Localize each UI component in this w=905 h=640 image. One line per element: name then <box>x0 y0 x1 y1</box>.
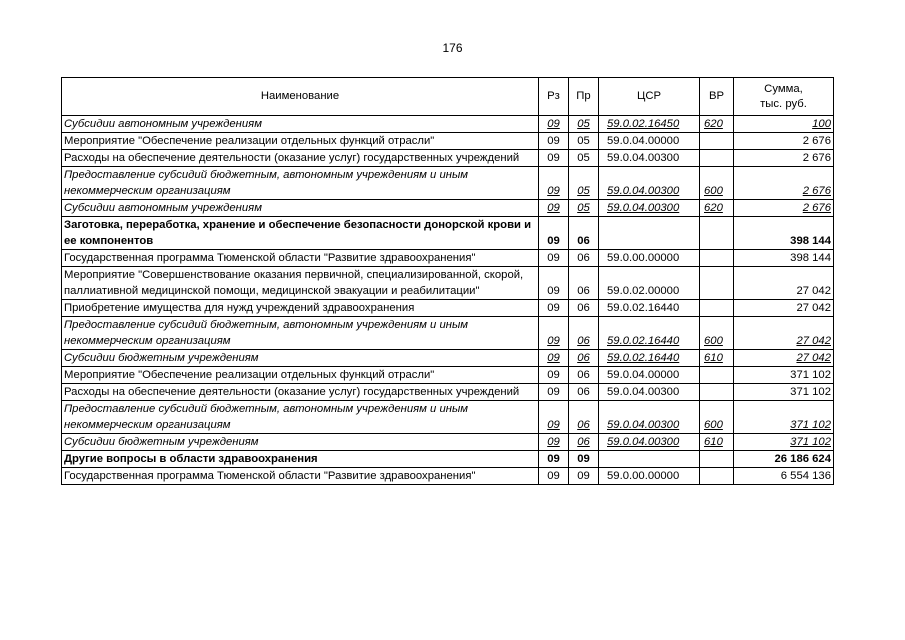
cell-sum: 6 554 136 <box>734 468 834 485</box>
table-row <box>62 150 834 167</box>
cell-rz: 09 <box>539 401 569 434</box>
cell-csr <box>599 451 700 468</box>
table-row <box>62 250 834 267</box>
cell-csr: 59.0.04.00000 <box>599 133 700 150</box>
cell-vr <box>700 133 734 150</box>
cell-sum: 398 144 <box>734 250 834 267</box>
cell-pr: 09 <box>569 468 599 485</box>
table-row <box>62 200 834 217</box>
cell-sum: 2 676 <box>734 200 834 217</box>
cell-name: Мероприятие "Обеспечение реализации отдельных функций отрасли" <box>62 133 539 150</box>
cell-csr: 59.0.02.16440 <box>599 350 700 367</box>
cell-pr: 09 <box>569 451 599 468</box>
cell-rz: 09 <box>539 300 569 317</box>
cell-rz: 09 <box>539 150 569 167</box>
table-body <box>62 116 834 485</box>
cell-pr: 06 <box>569 434 599 451</box>
cell-rz: 09 <box>539 468 569 485</box>
header-sum-line1: Сумма, <box>764 82 803 95</box>
cell-csr: 59.0.04.00300 <box>599 401 700 434</box>
table-row <box>62 217 834 250</box>
cell-pr: 06 <box>569 384 599 401</box>
cell-name: Предоставление субсидий бюджетным, автономным учреждениям и иным некоммерческим организациям <box>62 167 539 200</box>
cell-csr: 59.0.04.00000 <box>599 367 700 384</box>
cell-name: Предоставление субсидий бюджетным, автономным учреждениям и иным некоммерческим организациям <box>62 317 539 350</box>
cell-sum: 371 102 <box>734 367 834 384</box>
cell-vr <box>700 250 734 267</box>
cell-name: Другие вопросы в области здравоохранения <box>62 451 539 468</box>
cell-vr <box>700 267 734 300</box>
cell-name: Предоставление субсидий бюджетным, автономным учреждениям и иным некоммерческим организациям <box>62 401 539 434</box>
cell-rz: 09 <box>539 317 569 350</box>
table-row <box>62 133 834 150</box>
cell-sum: 27 042 <box>734 300 834 317</box>
cell-sum: 27 042 <box>734 350 834 367</box>
cell-name: Приобретение имущества для нужд учреждений здравоохранения <box>62 300 539 317</box>
cell-name: Заготовка, переработка, хранение и обеспечение безопасности донорской крови и ее компонентов <box>62 217 539 250</box>
cell-csr: 59.0.00.00000 <box>599 468 700 485</box>
cell-sum: 398 144 <box>734 217 834 250</box>
cell-pr: 06 <box>569 217 599 250</box>
cell-rz: 09 <box>539 434 569 451</box>
cell-pr: 05 <box>569 116 599 133</box>
header-name: Наименование <box>62 78 539 116</box>
header-rz: Рз <box>539 78 569 116</box>
header-vr: ВР <box>700 78 734 116</box>
cell-pr: 05 <box>569 200 599 217</box>
cell-sum: 371 102 <box>734 434 834 451</box>
cell-sum: 371 102 <box>734 384 834 401</box>
cell-vr <box>700 451 734 468</box>
cell-name: Субсидии автономным учреждениям <box>62 116 539 133</box>
cell-rz: 09 <box>539 267 569 300</box>
header-sum-line2: тыс. руб. <box>760 97 807 110</box>
cell-pr: 06 <box>569 267 599 300</box>
table-row <box>62 300 834 317</box>
header-sum <box>734 78 834 116</box>
cell-vr: 610 <box>700 350 734 367</box>
cell-pr: 06 <box>569 250 599 267</box>
cell-name: Расходы на обеспечение деятельности (оказание услуг) государственных учреждений <box>62 384 539 401</box>
cell-rz: 09 <box>539 384 569 401</box>
table-row <box>62 401 834 434</box>
cell-name: Мероприятие "Совершенствование оказания первичной, специализированной, скорой, паллиативной медицинской помощи, медицинской эвакуации и реабилитации" <box>62 267 539 300</box>
cell-name: Субсидии бюджетным учреждениям <box>62 434 539 451</box>
cell-vr: 620 <box>700 200 734 217</box>
cell-name: Государственная программа Тюменской области "Развитие здравоохранения" <box>62 250 539 267</box>
cell-sum: 2 676 <box>734 167 834 200</box>
cell-csr: 59.0.02.16440 <box>599 317 700 350</box>
table-row <box>62 267 834 300</box>
table-row <box>62 451 834 468</box>
table-row <box>62 384 834 401</box>
table-row <box>62 468 834 485</box>
cell-sum: 27 042 <box>734 317 834 350</box>
cell-vr <box>700 468 734 485</box>
cell-csr: 59.0.04.00300 <box>599 434 700 451</box>
cell-sum: 100 <box>734 116 834 133</box>
cell-vr <box>700 384 734 401</box>
cell-vr: 610 <box>700 434 734 451</box>
cell-pr: 06 <box>569 300 599 317</box>
cell-rz: 09 <box>539 133 569 150</box>
cell-pr: 06 <box>569 367 599 384</box>
cell-rz: 09 <box>539 250 569 267</box>
cell-sum: 26 186 624 <box>734 451 834 468</box>
cell-vr: 600 <box>700 401 734 434</box>
cell-name: Субсидии бюджетным учреждениям <box>62 350 539 367</box>
cell-pr: 05 <box>569 150 599 167</box>
cell-rz: 09 <box>539 200 569 217</box>
header-csr: ЦСР <box>599 78 700 116</box>
cell-csr: 59.0.04.00300 <box>599 167 700 200</box>
cell-csr: 59.0.02.00000 <box>599 267 700 300</box>
cell-vr <box>700 300 734 317</box>
budget-table <box>61 77 834 485</box>
cell-rz: 09 <box>539 217 569 250</box>
cell-name: Мероприятие "Обеспечение реализации отдельных функций отрасли" <box>62 367 539 384</box>
cell-pr: 06 <box>569 350 599 367</box>
cell-vr <box>700 150 734 167</box>
cell-vr <box>700 367 734 384</box>
table-row <box>62 367 834 384</box>
cell-rz: 09 <box>539 167 569 200</box>
cell-csr: 59.0.04.00300 <box>599 150 700 167</box>
cell-name: Расходы на обеспечение деятельности (оказание услуг) государственных учреждений <box>62 150 539 167</box>
page-number: 176 <box>442 41 463 55</box>
table-row <box>62 317 834 350</box>
cell-csr: 59.0.02.16450 <box>599 116 700 133</box>
cell-pr: 05 <box>569 167 599 200</box>
cell-pr: 05 <box>569 133 599 150</box>
table-row <box>62 116 834 133</box>
cell-sum: 27 042 <box>734 267 834 300</box>
cell-pr: 06 <box>569 401 599 434</box>
cell-sum: 2 676 <box>734 150 834 167</box>
cell-csr <box>599 217 700 250</box>
cell-vr: 620 <box>700 116 734 133</box>
cell-csr: 59.0.04.00300 <box>599 384 700 401</box>
header-pr: Пр <box>569 78 599 116</box>
table-row <box>62 167 834 200</box>
cell-csr: 59.0.04.00300 <box>599 200 700 217</box>
cell-vr: 600 <box>700 167 734 200</box>
cell-sum: 371 102 <box>734 401 834 434</box>
cell-name: Субсидии автономным учреждениям <box>62 200 539 217</box>
cell-csr: 59.0.00.00000 <box>599 250 700 267</box>
cell-sum: 2 676 <box>734 133 834 150</box>
cell-rz: 09 <box>539 350 569 367</box>
cell-name: Государственная программа Тюменской области "Развитие здравоохранения" <box>62 468 539 485</box>
cell-rz: 09 <box>539 367 569 384</box>
cell-rz: 09 <box>539 451 569 468</box>
table-header-row <box>62 78 834 116</box>
cell-rz: 09 <box>539 116 569 133</box>
cell-csr: 59.0.02.16440 <box>599 300 700 317</box>
cell-vr <box>700 217 734 250</box>
cell-vr: 600 <box>700 317 734 350</box>
table-row <box>62 350 834 367</box>
cell-pr: 06 <box>569 317 599 350</box>
table-row <box>62 434 834 451</box>
